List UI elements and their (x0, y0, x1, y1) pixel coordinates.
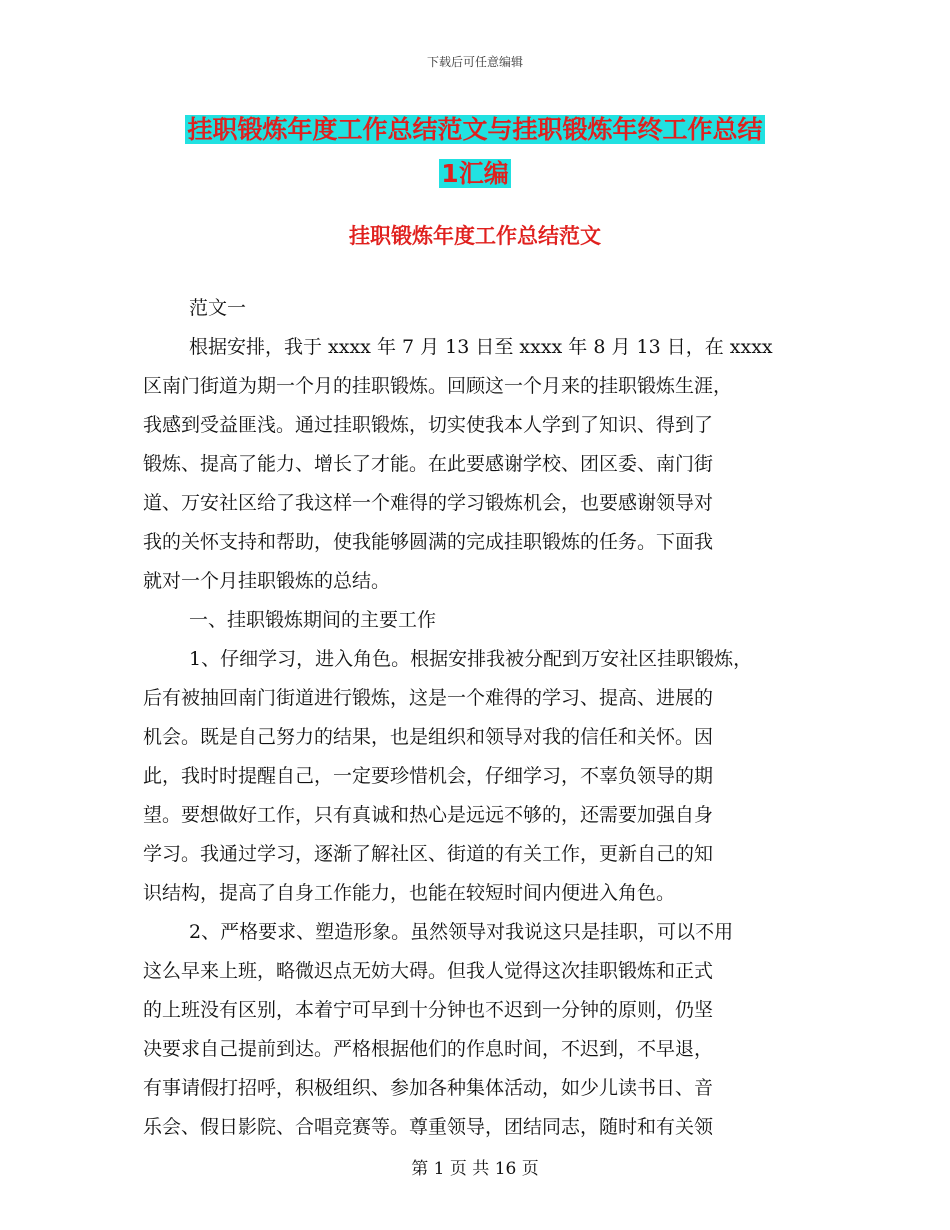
section-subtitle: 挂职锻炼年度工作总结范文 (349, 224, 601, 248)
text-line: 范文一 (189, 297, 247, 319)
document-title-line-2 (0, 157, 950, 191)
text-line: 这么早来上班，略微迟点无妨大碍。但我人觉得这次挂职锻炼和正式 (143, 960, 714, 982)
text-line: 识结构，提高了自身工作能力，也能在较短时间内便进入角色。 (143, 882, 676, 904)
text-line: 根据安排，我于 xxxx 年 7 月 13 日至 xxxx 年 8 月 13 日，在 xxxx (189, 336, 773, 358)
text-line: 的上班没有区别，本着宁可早到十分钟也不迟到一分钟的原则，仍坚 (143, 999, 714, 1021)
text-line: 一、挂职锻炼期间的主要工作 (189, 609, 437, 631)
text-line: 2、严格要求、塑造形象。虽然领导对我说这只是挂职，可以不用 (189, 921, 734, 943)
text-line: 后有被抽回南门街道进行锻炼，这是一个难得的学习、提高、进展的 (143, 687, 714, 709)
text-line: 决要求自己提前到达。严格根据他们的作息时间，不迟到，不早退， (143, 1038, 714, 1060)
text-line: 1、仔细学习，进入角色。根据安排我被分配到万安社区挂职锻炼， (189, 648, 753, 670)
text-line: 我的关怀支持和帮助，使我能够圆满的完成挂职锻炼的任务。下面我 (143, 531, 714, 553)
text-line: 区南门街道为期一个月的挂职锻炼。回顾这一个月来的挂职锻炼生涯， (143, 375, 733, 397)
text-line: 机会。既是自己努力的结果，也是组织和领导对我的信任和关怀。因 (143, 726, 714, 748)
text-line: 望。要想做好工作，只有真诚和热心是远远不够的，还需要加强自身 (143, 804, 714, 826)
title-highlight: 挂职锻炼年度工作总结范文与挂职锻炼年终工作总结 (187, 115, 763, 144)
text-line: 有事请假打招呼，积极组织、参加各种集体活动，如少儿读书日、音 (143, 1077, 714, 1099)
text-line: 学习。我通过学习，逐渐了解社区、街道的有关工作，更新自己的知 (143, 843, 714, 865)
text-line: 此，我时时提醒自己，一定要珍惜机会，仔细学习，不辜负领导的期 (143, 765, 714, 787)
text-line: 锻炼、提高了能力、增长了才能。在此要感谢学校、团区委、南门街 (143, 453, 714, 475)
text-line: 就对一个月挂职锻炼的总结。 (143, 570, 391, 592)
text-line: 道、万安社区给了我这样一个难得的学习锻炼机会，也要感谢领导对 (143, 492, 714, 514)
text-line: 我感到受益匪浅。通过挂职锻炼，切实使我本人学到了知识、得到了 (143, 414, 714, 436)
title-highlight: 1汇编 (441, 159, 509, 188)
text-line: 乐会、假日影院、合唱竞赛等。尊重领导，团结同志，随时和有关领 (143, 1116, 714, 1138)
document-title-line-1 (0, 113, 950, 147)
page-footer: 第 1 页 共 16 页 (411, 1159, 539, 1179)
header-note: 下载后可任意编辑 (426, 55, 523, 69)
